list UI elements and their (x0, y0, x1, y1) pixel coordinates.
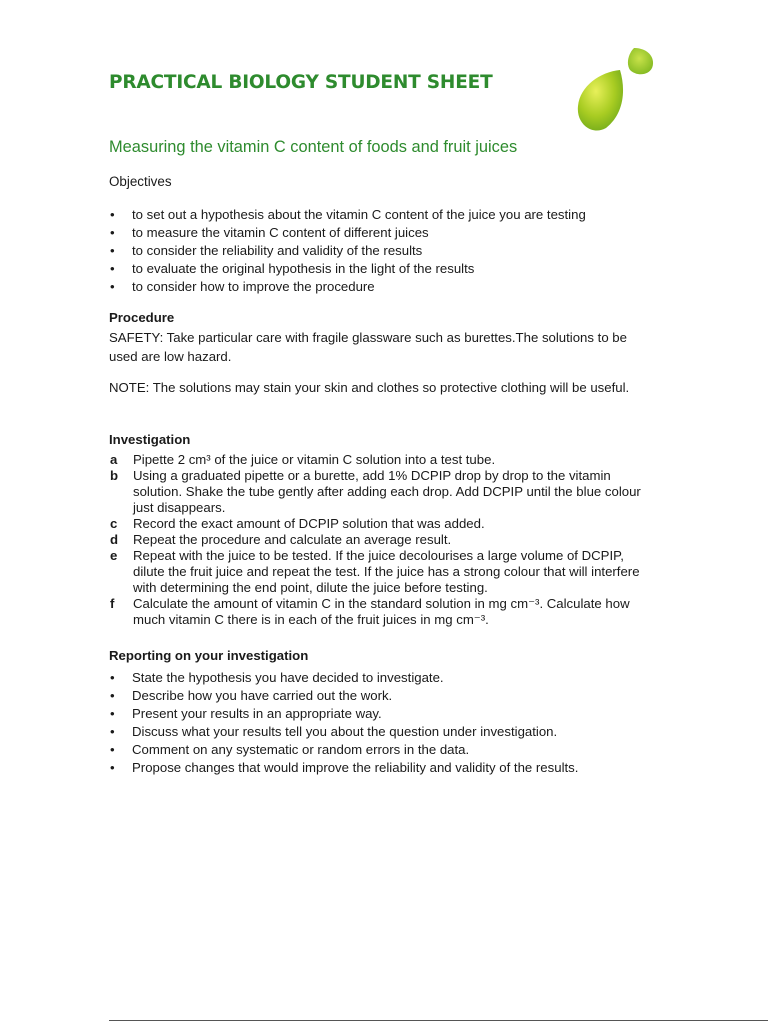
step-text: Repeat the procedure and calculate an average result. (133, 532, 452, 547)
list-item: • Comment on any systematic or random errors in the data. (110, 741, 470, 757)
bullet-icon: • (110, 278, 115, 294)
step-item (109, 548, 659, 596)
reporting-list (109, 669, 669, 776)
list-item: • to consider how to improve the procedure (110, 278, 375, 294)
bullet-icon: • (110, 759, 115, 775)
list-item: • to measure the vitamin C content of different juices (110, 224, 429, 240)
document-title: Measuring the vitamin C content of foods and fruit juices (109, 138, 518, 156)
reporting-heading: Reporting on your investigation (109, 648, 309, 663)
step-letter: e (110, 548, 118, 563)
list-item: • to consider the reliability and validity of the results (110, 242, 423, 258)
bullet-icon: • (110, 207, 115, 222)
note-paragraph: NOTE: The solutions may stain your skin and clothes so protective clothing will be useful. (109, 380, 630, 395)
investigation-steps (109, 452, 659, 628)
list-item: • Describe how you have carried out the work. (110, 687, 393, 703)
bullet-icon: • (110, 224, 115, 240)
green-drop-logo-icon (574, 46, 656, 132)
bullet-icon: • (110, 242, 115, 258)
footer-divider (109, 1020, 768, 1021)
list-item: • Present your results in an appropriate way. (110, 705, 382, 721)
procedure-heading: Procedure (109, 310, 175, 325)
step-text: Calculate the amount of vitamin C in the standard solution in mg cm⁻³. Calculate how much vitamin C there is in each of the fruit juices in mg cm⁻³. (133, 596, 630, 627)
step-text: Record the exact amount of DCPIP solution that was added. (133, 516, 485, 531)
step-item (109, 596, 659, 628)
step-item (109, 452, 659, 468)
objectives-list (109, 206, 669, 296)
bullet-icon: • (110, 705, 115, 721)
step-item (109, 516, 659, 532)
list-item: • Propose changes that would improve the reliability and validity of the results. (110, 759, 579, 775)
bullet-icon: • (110, 741, 115, 757)
step-letter: c (110, 516, 118, 531)
step-text: Using a graduated pipette or a burette, add 1% DCPIP drop by drop to the vitamin solution. Shake the tube gently after adding each drop. Add DCPIP until the blue colour just disappears. (133, 468, 641, 515)
step-letter: f (110, 596, 115, 611)
step-item (109, 468, 659, 516)
bullet-icon: • (110, 723, 115, 739)
list-item: • Discuss what your results tell you about the question under investigation. (110, 723, 558, 739)
bullet-icon: • (110, 687, 115, 703)
sheet-title: PRACTICAL BIOLOGY STUDENT SHEET (109, 72, 493, 93)
step-letter: d (110, 532, 119, 547)
list-item: • to evaluate the original hypothesis in the light of the results (110, 260, 475, 276)
list-item: • to set out a hypothesis about the vitamin C content of the juice you are testing (110, 207, 586, 222)
objectives-label: Objectives (109, 174, 172, 189)
step-item (109, 532, 659, 548)
list-item: • State the hypothesis you have decided to investigate. (110, 670, 444, 685)
safety-paragraph: SAFETY: Take particular care with fragile glassware such as burettes.The solutions to be used are low hazard. (109, 330, 627, 364)
bullet-icon: • (110, 670, 115, 685)
bullet-icon: • (110, 260, 115, 276)
step-text: Pipette 2 cm³ of the juice or vitamin C solution into a test tube. (133, 452, 496, 467)
investigation-heading: Investigation (109, 432, 191, 447)
step-text: Repeat with the juice to be tested. If the juice decolourises a large volume of DCPIP, dilute the fruit juice and repeat the test. If the juice has a strong colour that will interfere with determining the end point, dilute the juice before testing. (133, 548, 640, 595)
step-letter: b (110, 468, 119, 483)
step-letter: a (110, 452, 118, 467)
